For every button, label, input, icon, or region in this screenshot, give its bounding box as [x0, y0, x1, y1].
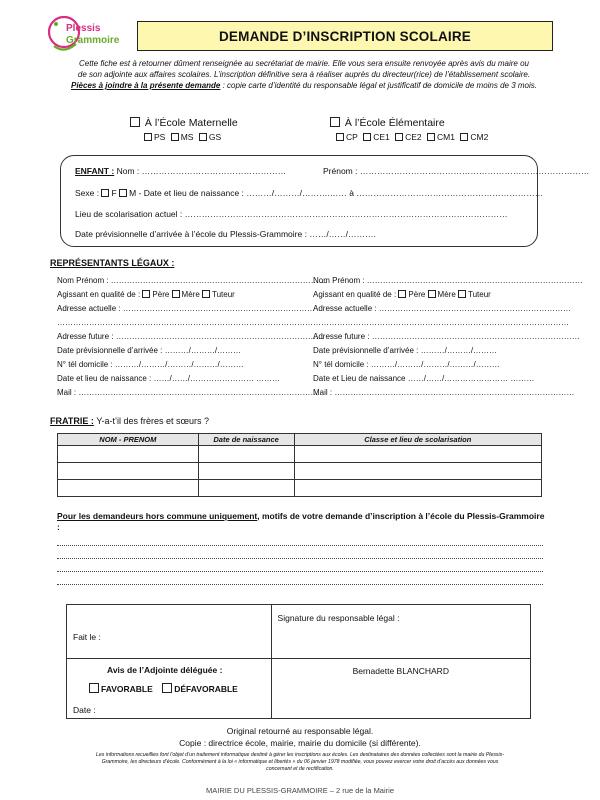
- checkbox-cp[interactable]: [336, 133, 344, 141]
- fratrie-cell[interactable]: [198, 480, 294, 497]
- pieces-label: Pièces à joindre à la présente demande: [70, 81, 221, 90]
- checkbox-ms[interactable]: [171, 133, 179, 141]
- rep1-nom[interactable]: Nom Prénom : ………………………………………………………………………: [57, 276, 327, 285]
- rep2-naissance[interactable]: Date et Lieu de naissance ……/……/…………………… ………: [313, 374, 535, 383]
- fratrie-cell[interactable]: [294, 446, 541, 463]
- fratrie-cell[interactable]: [58, 446, 199, 463]
- title-box: [137, 21, 553, 51]
- checkbox-sexe-m[interactable]: [119, 189, 127, 197]
- sexe-m: M: [129, 188, 137, 198]
- fratrie-cell[interactable]: [198, 446, 294, 463]
- elementaire-label: À l’École Élémentaire: [344, 117, 445, 129]
- maternelle-label: À l’École Maternelle: [144, 117, 238, 129]
- intro-line-1: Cette fiche est à retourner dûment renseignée au secrétariat de mairie. Elle vous sera ensuite renvoyée après avis du maire ou: [78, 59, 530, 68]
- rep2-mere: Mère: [437, 290, 456, 299]
- favorable-label: FAVORABLE: [101, 684, 153, 694]
- original-note: Original retourné au responsable légal.: [226, 726, 374, 736]
- motifs-line[interactable]: [57, 584, 543, 585]
- legal-notice: [45, 752, 555, 773]
- table-row: [58, 463, 542, 480]
- fratrie-col-nom: NOM - PRENOM: [58, 434, 199, 446]
- rep2-checkbox-pere[interactable]: [398, 290, 406, 298]
- legal-line-1: Les informations recueillies font l’objet d’un traitement informatique destiné à gérer les inscriptions aux écoles. Les destinataires des données collectées sont la mairie du Plessis-: [95, 752, 504, 758]
- fratrie-question: Y-a-t’il des frères et sœurs ?: [96, 416, 210, 426]
- option-gs: GS: [208, 132, 222, 142]
- option-ps: PS: [154, 132, 166, 142]
- rep1-tel[interactable]: N° tél domicile : ………/………/………/………/………: [57, 360, 244, 369]
- fratrie-cell[interactable]: [294, 463, 541, 480]
- intro-line-2: de son adjointe aux affaires scolaires. L’inscription définitive sera à réaliser auprès du directeur(rice) de l’établissement scolaire.: [77, 70, 531, 79]
- naissance-field[interactable]: - Date et lieu de naissance : ………/………/……….…… à …………………………………………………………: [138, 188, 544, 198]
- checkbox-sexe-f[interactable]: [101, 189, 109, 197]
- footer: MAIRIE DU PLESSIS-GRAMMOIRE – 2 rue de la Mairie: [206, 786, 394, 795]
- intro-text: [40, 58, 568, 91]
- fait-le-cell[interactable]: [67, 605, 272, 659]
- arrivee-field[interactable]: Date prévisionnelle d’arrivée à l’école du Plessis-Grammoire : ……/……/……….: [75, 229, 376, 239]
- checkbox-cm1[interactable]: [427, 133, 435, 141]
- fratrie-cell[interactable]: [294, 480, 541, 497]
- enfant-prenom-field[interactable]: Prénom : ………………………………………………………………………: [323, 166, 590, 176]
- adjointe-name: Bernadette BLANCHARD: [352, 666, 449, 676]
- rep2-adresse[interactable]: Adresse actuelle : ………………………………………………………………: [313, 304, 571, 313]
- motifs-line[interactable]: [57, 545, 543, 546]
- option-ms: MS: [180, 132, 194, 142]
- rep1-checkbox-mere[interactable]: [172, 290, 180, 298]
- option-cm1: CM1: [437, 132, 455, 142]
- fratrie-col-classe: Classe et lieu de scolarisation: [294, 434, 541, 446]
- fait-le-label: Fait le :: [73, 632, 101, 642]
- rep2-agissant: [313, 290, 491, 299]
- signature-row-1: [67, 605, 531, 659]
- checkbox-gs[interactable]: [199, 133, 207, 141]
- rep1-arrivee[interactable]: Date prévisionnelle d’arrivée : ………/………/………: [57, 346, 242, 355]
- rep2-agissant-label: Agissant en qualité de :: [313, 290, 397, 299]
- rep2-checkbox-tuteur[interactable]: [458, 290, 466, 298]
- fratrie-table: [57, 433, 542, 497]
- rep1-checkbox-pere[interactable]: [142, 290, 150, 298]
- rep1-pere: Père: [152, 290, 170, 299]
- signature-label: Signature du responsable légal :: [277, 613, 400, 623]
- checkbox-ps[interactable]: [144, 133, 152, 141]
- sexe-label: Sexe :: [75, 188, 100, 198]
- motifs-rest: , motifs de votre demande d’inscription à l’école du Plessis-Grammoire :: [57, 511, 545, 532]
- fratrie-cell[interactable]: [58, 480, 199, 497]
- rep2-tel[interactable]: N° tél domicile : ………/………/………/………/………: [313, 360, 500, 369]
- enfant-nom-field[interactable]: Nom : ……………………………………………: [116, 166, 287, 176]
- motifs-line[interactable]: [57, 558, 543, 559]
- rep1-agissant-label: Agissant en qualité de :: [57, 290, 141, 299]
- school-elementaire: [330, 117, 491, 142]
- logo-graphic: [46, 12, 120, 58]
- representants-title: REPRÉSENTANTS LÉGAUX :: [50, 258, 175, 268]
- fratrie-col-date: Date de naissance: [198, 434, 294, 446]
- avis-options: [89, 683, 238, 694]
- option-cm2: CM2: [470, 132, 489, 142]
- page-title: DEMANDE D’INSCRIPTION SCOLAIRE: [218, 28, 471, 44]
- fratrie-title: FRATRIE :: [50, 416, 94, 426]
- pieces-text: : copie carte d’identité du responsable légal et justificatif de domicile de moins de 3 mois.: [220, 81, 538, 90]
- motifs-line[interactable]: [57, 571, 543, 572]
- logo: [46, 12, 120, 58]
- rep1-tuteur: Tuteur: [212, 290, 235, 299]
- adjointe-cell: [271, 659, 530, 719]
- scolarisation-field[interactable]: Lieu de scolarisation actuel : ……………………………………………………………………………………………………: [75, 209, 508, 219]
- checkbox-maternelle[interactable]: [130, 117, 140, 127]
- rep1-adresse-2[interactable]: ……………………………………………………………………………………: [57, 318, 313, 327]
- rep1-adresse[interactable]: Adresse actuelle : ………………………………………………………………: [57, 304, 315, 313]
- rep1-adresse-future[interactable]: Adresse future : ……………………………………………………………………: [57, 332, 324, 341]
- motifs-heading: [57, 511, 547, 533]
- avis-label: Avis de l’Adjointe déléguée :: [107, 665, 223, 675]
- table-row: [58, 480, 542, 497]
- rep2-adresse-2[interactable]: ……………………………………………………………………………………: [313, 318, 569, 327]
- fratrie-cell[interactable]: [58, 463, 199, 480]
- rep1-mere: Mère: [181, 290, 200, 299]
- rep1-naissance[interactable]: Date et lieu de naissance : ……/……/…………………… ………: [57, 374, 281, 383]
- checkbox-cm2[interactable]: [460, 133, 468, 141]
- logo-text-1: Plessis: [66, 23, 101, 34]
- date-label: Date :: [73, 705, 96, 715]
- rep2-tuteur: Tuteur: [468, 290, 491, 299]
- checkbox-elementaire[interactable]: [330, 117, 340, 127]
- logo-text-2: Grammoire: [66, 35, 120, 46]
- avis-cell: [67, 659, 272, 719]
- table-row: [58, 446, 542, 463]
- rep2-mail[interactable]: Mail : ………………………………………………………………………………: [313, 388, 575, 397]
- copie-note: Copie : directrice école, mairie, mairie du domicile (si différente).: [179, 738, 421, 748]
- school-maternelle: [130, 117, 238, 142]
- checkbox-favorable[interactable]: [89, 683, 99, 693]
- rep2-checkbox-mere[interactable]: [428, 290, 436, 298]
- rep2-arrivee[interactable]: Date prévisionnelle d’arrivée : ………/………/………: [313, 346, 498, 355]
- enfant-box: [60, 155, 590, 247]
- rep1-agissant: [57, 290, 235, 299]
- signature-table: [66, 604, 531, 719]
- checkbox-ce1[interactable]: [363, 133, 371, 141]
- elementaire-options: [336, 132, 491, 142]
- signature-row-2: [67, 659, 531, 719]
- enfant-name-line: [75, 166, 286, 176]
- defavorable-label: DÉFAVORABLE: [174, 684, 238, 694]
- rep2-nom[interactable]: Nom Prénom : ………………………………………………………………………: [313, 276, 583, 285]
- legal-line-3: concernant et de rectification.: [266, 766, 334, 772]
- motifs-underlined: Pour les demandeurs hors commune uniquement: [57, 511, 258, 521]
- rep2-pere: Père: [408, 290, 426, 299]
- option-ce1: CE1: [373, 132, 390, 142]
- enfant-sexe-line: [75, 188, 543, 198]
- enfant-label: ENFANT :: [75, 166, 115, 176]
- maternelle-options: [144, 132, 238, 142]
- rep1-checkbox-tuteur[interactable]: [202, 290, 210, 298]
- rep2-adresse-future[interactable]: Adresse future : ……………………………………………………………………: [313, 332, 580, 341]
- checkbox-defavorable[interactable]: [162, 683, 172, 693]
- rep1-mail[interactable]: Mail : ………………………………………………………………………………: [57, 388, 319, 397]
- option-cp: CP: [346, 132, 358, 142]
- fratrie-header-row: [58, 434, 542, 446]
- sexe-f: F: [111, 188, 117, 198]
- signature-cell[interactable]: [271, 605, 530, 659]
- fratrie-heading: [50, 416, 209, 426]
- fratrie-cell[interactable]: [198, 463, 294, 480]
- option-ce2: CE2: [405, 132, 422, 142]
- pieces-line: [40, 80, 568, 91]
- checkbox-ce2[interactable]: [395, 133, 403, 141]
- legal-line-2: Grammoire, les directeurs d’école. Conformément à la loi « informatique et libertés » du 06 janvier 1978 modifiée, vous pouvez exercer votre droit d’accès aux données vous: [101, 759, 499, 765]
